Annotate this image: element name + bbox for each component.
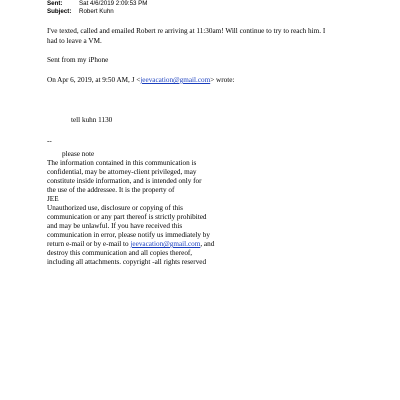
disclaimer-line: including all attachments. copyright -all rights reserved <box>47 258 207 266</box>
quote-prefix: On Apr 6, 2019, at 9:50 AM, J < <box>47 76 141 84</box>
disclaimer-email-link[interactable]: jeevacation@gmail.com <box>130 240 201 248</box>
disclaimer-line: JEE <box>47 195 59 203</box>
disclaimer-line: and may be unlawful. If you have received this <box>47 222 183 230</box>
quote-suffix: > wrote: <box>210 76 235 84</box>
sent-row <box>47 0 147 7</box>
disclaimer-line: destroy this communication and all copies thereof, <box>47 249 193 257</box>
body-para1-line2: had to leave a VM. <box>47 37 102 45</box>
quote-header <box>47 76 234 85</box>
disclaimer-line <box>47 240 214 249</box>
disclaimer-line: constitute inside information, and is intended only for <box>47 177 202 185</box>
subject-row <box>47 8 114 15</box>
body-para1-line1: I've texted, called and emailed Robert re arriving at 11:30am! Will continue to try to reach him. I <box>47 27 326 35</box>
disclaimer-line: Unauthorized use, disclosure or copying of this <box>47 204 183 212</box>
please-note: please note <box>62 150 95 158</box>
subject-value: Robert Kuhn <box>79 8 114 15</box>
signoff: Sent from my iPhone <box>47 56 109 64</box>
disclaimer-line: confidential, may be attorney-client privileged, may <box>47 168 197 176</box>
disclaimer-text: return e-mail or by e-mail to <box>47 240 131 248</box>
quote-email-link[interactable]: jeevacation@gmail.com <box>140 76 211 84</box>
sent-value: Sat 4/6/2019 2:09:53 PM <box>79 0 148 7</box>
disclaimer-line: communication or any part thereof is strictly prohibited <box>47 213 207 221</box>
disclaimer-line: the use of the addressee. It is the property of <box>47 186 175 194</box>
disclaimer-text: , and <box>200 240 215 248</box>
quoted-message: tell kuhn 1130 <box>71 116 113 124</box>
sent-label: Sent: <box>47 0 63 7</box>
signature-dash: -- <box>47 137 52 145</box>
disclaimer-line: The information contained in this communication is <box>47 159 197 167</box>
subject-label: Subject: <box>47 8 72 15</box>
disclaimer-line: communication in error, please notify us immediately by <box>47 231 210 239</box>
